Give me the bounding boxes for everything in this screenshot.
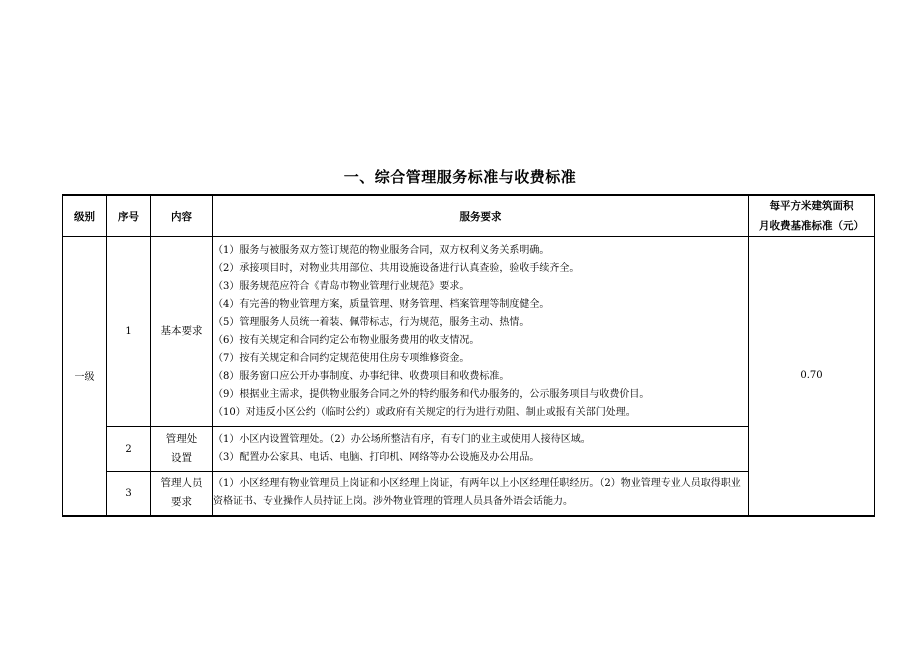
requirements-cell bbox=[213, 427, 749, 472]
header-rate-line1: 每平方米建筑面积 bbox=[769, 200, 854, 212]
requirement-item: （1）小区经理有物业管理员上岗证和小区经理上岗证，有两年以上小区经理任职经历。（2）物业管理专业人员取得职业资格证书、专业操作人员持证上岗。涉外物业管理的管理人员具备外语会话能力。 bbox=[213, 478, 741, 508]
seq-cell: 2 bbox=[107, 427, 151, 472]
requirement-item: （6）按有关规定和合同约定公布物业服务费用的收支情况。 bbox=[213, 334, 480, 346]
content-cell: 基本要求 bbox=[151, 237, 213, 427]
requirement-item: （4）有完善的物业管理方案，质量管理、财务管理、档案管理等制度健全。 bbox=[213, 298, 550, 310]
table-row bbox=[63, 237, 875, 427]
header-content: 内容 bbox=[151, 195, 213, 237]
content-line: 管理人员 bbox=[160, 477, 203, 490]
requirement-item: （8）服务窗口应公开办事制度、办事纪律、收费项目和收费标准。 bbox=[213, 370, 510, 382]
requirement-item: （9）根据业主需求，提供物业服务合同之外的特约服务和代办服务的，公示服务项目与收费价目。 bbox=[213, 388, 650, 400]
content-line: 设置 bbox=[171, 452, 192, 464]
content-cell bbox=[151, 427, 213, 472]
header-seq: 序号 bbox=[107, 195, 151, 237]
service-standard-table bbox=[62, 194, 875, 517]
header-rate-line2: 月收费基准标准（元） bbox=[759, 220, 864, 232]
requirement-item: （3）服务规范应符合《青岛市物业管理行业规范》要求。 bbox=[213, 280, 470, 292]
requirement-item: （1）服务与被服务双方签订规范的物业服务合同，双方权利义务关系明确。 bbox=[213, 244, 550, 256]
requirements-cell bbox=[213, 472, 749, 516]
rate-cell: 0.70 bbox=[749, 237, 875, 516]
header-row bbox=[63, 195, 875, 237]
header-requirements: 服务要求 bbox=[213, 195, 749, 237]
seq-cell: 3 bbox=[107, 472, 151, 516]
content-line: 要求 bbox=[171, 496, 192, 509]
requirement-item: （10）对违反小区公约（临时公约）或政府有关规定的行为进行劝阻、制止或报有关部门处理。 bbox=[213, 406, 636, 418]
header-level: 级别 bbox=[63, 195, 107, 237]
content-line: 管理处 bbox=[165, 433, 198, 445]
requirements-cell bbox=[213, 237, 749, 427]
seq-cell: 1 bbox=[107, 237, 151, 427]
header-rate bbox=[749, 195, 875, 237]
requirement-item: （2）承接项目时，对物业共用部位、共用设施设备进行认真查验，验收手续齐全。 bbox=[213, 262, 580, 274]
requirement-item: （1）小区内设置管理处。（2）办公场所整洁有序，有专门的业主或使用人接待区域。 bbox=[213, 434, 591, 445]
content-cell bbox=[151, 472, 213, 516]
level-cell: 一级 bbox=[63, 237, 107, 516]
page-title: 一、综合管理服务标准与收费标准 bbox=[343, 168, 577, 186]
requirement-item: （3）配置办公家具、电话、电脑、打印机、网络等办公设施及办公用品。 bbox=[213, 452, 540, 463]
requirement-item: （5）管理服务人员统一着装、佩带标志，行为规范，服务主动、热情。 bbox=[213, 316, 530, 328]
requirement-item: （7）按有关规定和合同约定规范使用住房专项维修资金。 bbox=[213, 352, 470, 364]
